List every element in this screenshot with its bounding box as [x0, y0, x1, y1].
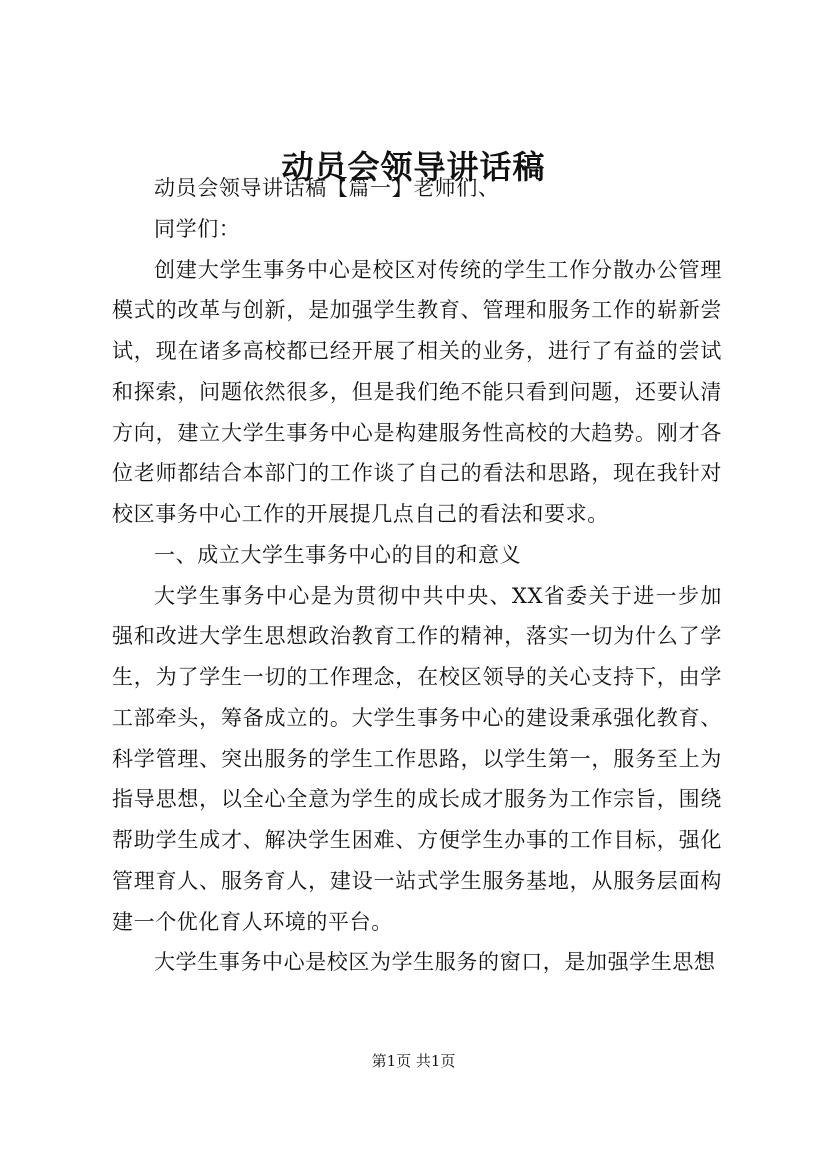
document-body — [112, 168, 722, 983]
paragraph-1: 动员会领导讲话稿【篇一】老师们、 — [154, 176, 500, 200]
document-title: 动员会领导讲话稿 — [281, 148, 546, 186]
paragraph-4: 大学生事务中心是为贯彻中共中央、XX省委关于进一步加强和改进大学生思想政治教育工作的精神，落实一切为什么了学生，为了学生一切的工作理念，在校区领导的关心支持下，由学工部牵头，筹备成立的。大学生事务中心的建设秉承强化教育、科学管理、突出服务的学生工作思路，以学生第一，服务至上为指导思想，以全心全意为学生的成长成才服务为工作宗旨，围绕帮助学生成才、解决学生困难、方便学生办事的工作目标，强化管理育人、服务育人，建设一站式学生服务基地，从服务层面构建一个优化育人环境的平台。 — [112, 583, 722, 934]
paragraph-5: 大学生事务中心是校区为学生服务的窗口，是加强学生思想 — [154, 950, 716, 975]
paragraph-3: 创建大学生事务中心是校区对传统的学生工作分散办公管理模式的改革与创新，是加强学生教育、管理和服务工作的崭新尝试，现在诸多高校都已经开展了相关的业务，进行了有益的尝试和探索，问题依然很多，但是我们绝不能只看到问题，还要认清方向，建立大学生事务中心是构建服务性高校的大趋势。刚才各位老师都结合本部门的工作谈了自己的看法和思路，现在我针对校区事务中心工作的开展提几点自己的看法和要求。 — [112, 257, 722, 526]
section-heading-1: 一、成立大学生事务中心的目的和意义 — [154, 542, 522, 567]
page-footer: 第1页 共1页 — [371, 1052, 456, 1070]
paragraph-2: 同学们： — [154, 216, 241, 241]
